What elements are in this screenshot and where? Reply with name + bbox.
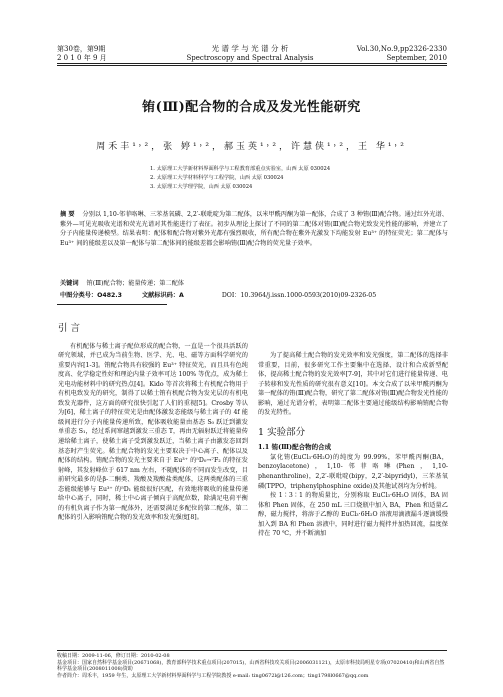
intro-paragraph: 为了提高稀土配合物的发光效率和发光强度，第二配体的选择非常重要，目前，很多研究工作主要集中在选择、设计和合成新型配体，提高稀土配合物的发光效率[7-9]，其中对它们进行能量传递、电子转移和发光性质的研究很有意义[10]。本文合成了以米甲酰丙酮为第一配体的铕(Ⅲ)配合物，研究了第二配体对铕(Ⅲ)配合物发光性能的影响，通过光谱分析，表明第二配体主要通过能级结构影响铕配合物的发光特性。	[258, 352, 448, 417]
intro-paragraph: 有机配体与稀土离子配位形成的配合物，一直是一个很具活跃的研究领域，并已成为当前生物、医学、光、电、磁等方面科学研究的重要内容[1-3]。铕配合物具有较强的 Eu³⁺ 特征荧光，而且具有色纯度高、化学稳定性好和理论内量子效率可达 100% 等优点，成为稀土光电功能材料中的研究热点[4]。Kido 等首次将稀土有机配合物用于有机电致发光的研究，制得了以稀土铕有机配合物为发光层的有机电致发光器件，这方面的研究很快引起了人们的重视[5]。Crosby 等认为[6]，稀土离子的特征荧光是由配体激发态能级与稀土离子的 4f 能级间进行分子内能量传递所致，配体吸收能量由基态 S₀ 跃迁到激发单重态 S₁，经过系间窜越到激发三重态 T，再由无辐射跃迁将能量传递给稀土离子，使稀土离子受到激发跃迁，当稀土离子由激发态回到基态时产生荧光。稀土配合物的发光主要取决于中心离子、配体以及配体的结构。铕配合物的发光主要来自于 Eu³⁺ 的⁵D₀→⁷F₂ 的特征发射峰，其发射峰位于 617 nm 左右，不随配体的不同而发生改变，目前研究最多的是β-二酮类、羧酸及羧酸盐类配体，这两类配体的三重态能级能够与 Eu³⁺ 的⁵D₁ 能级很好匹配，有效地将吸收的能量传递给中心离子，同时，稀土中心离子倾向于高配位数，除满足电荷平衡的有机负离子作为第一配体外，还需要满足多配位的第二配体，第二配体的引入影响铕配合物的发光效率和发光强度[8]。	[58, 342, 248, 522]
synthesis-paragraph: 按 1∶3∶1 的物质量比，分别称取 EuCl₃·6H₂O 固体，BA 固体和 Phen 固体，在 250 mL 三口烧瓶中加入 BA，Phen 和适量乙醇，磁力搅拌，将溶于乙醇的 EuCl₃·6H₂O 溶液用滴液漏斗逐滴缓慢加入到 BA 和 Phen 溶液中，同时进行磁力搅拌并加热回流，温度保持在 70 ℃，并不断滴加	[258, 492, 448, 538]
materials-paragraph: 氯化铕(EuCl₃·6H₂O)的纯度为 99.99%，苯甲酰丙酮(BA，benzoylacetone)，1,10-邻菲咯啉(Phen，1,10-phenanthroline)，2,2′-联吡啶(bipy，2,2′-bipyridyl)，三苯基氧磷(TPPO，triphenylphosphine oxide)及其他试剂均为分析纯。	[258, 453, 448, 490]
paper-title: 铕(Ⅲ)配合物的合成及发光性能研究	[142, 100, 361, 115]
experimental-heading: 1 实验部分	[258, 426, 306, 438]
introduction	[58, 324, 248, 523]
abstract-rule	[57, 304, 167, 305]
journal-pages: Vol.30,No.9,pp2326-2330 September, 2010	[356, 45, 447, 62]
abstract	[60, 210, 448, 248]
keywords-label: 关键词	[60, 280, 79, 287]
clc-number: 中图分类号：O482.3	[60, 292, 122, 299]
author-bio: 作者简介：周禾丰，1959 年生，太原理工大学新材料界面科学与工程学院教授 e-mail: ting0672l@126.com；ting1798l0667@qq.com	[57, 672, 369, 679]
footnotes	[57, 653, 447, 679]
received-date: 收稿日期：2009-11-06，修订日期：2010-02-08	[57, 653, 170, 659]
synthesis-heading: 1.1 铕(Ⅲ)配合物的合成	[258, 443, 332, 452]
affiliation: 2. 太原理工大学材料科学与工程学院，山西 太原 030024	[150, 175, 284, 181]
abstract-text: 分别以 1,10-邻菲咯啉、三苯基氧磷、2,2′-联吡啶为第二配体，以米甲酰丙酮为第一配体，合成了 3 种铕(Ⅲ)配合物。通过红外光谱、紫外—可见光吸收光谱和荧光光谱对其性能进行了表征。初步从理论上探讨了不同的第二配体对铕(Ⅲ)配合物光致发光性能的影响，并建立了分子内能量传递模型。结果表明：配体和配合物对紫外光都有强烈吸收，所有配合物在紫外光激发下均能发射 Eu³⁺ 的特征荧光；第二配体与 Eu³⁺ 间的能级差以及第一配体与第二配体间的能级差都会影响铕(Ⅲ)配合物的荧光量子效率。	[60, 211, 448, 247]
header-rule-thin	[57, 65, 447, 66]
footnote-rule	[57, 650, 447, 651]
keywords-text: 铕(Ⅲ)配合物；能量传递；第二配体	[86, 280, 184, 287]
intro-heading: 引 言	[58, 323, 81, 334]
affiliation: 3. 太原理工大学理学院，山西 太原 030024	[150, 184, 253, 190]
document-code: 文献标识码：A	[141, 292, 184, 299]
abstract-label: 摘 要	[60, 211, 75, 218]
journal-volume: 第30卷，第9期 2 0 1 0 年 9 月	[57, 45, 107, 62]
affiliation: 1. 太原理工大学新材料界面科学与工程教育部重点实验室，山西 太原 030024	[150, 166, 331, 172]
header-rule	[57, 63, 447, 64]
classification-line	[60, 292, 376, 300]
keywords	[60, 280, 184, 288]
funding: 基金项目：国家自然科学基金项目(20671068)，教育部科学技术重点项目(207015)，山西省科技攻关项目(2006031121)，太原市科技局明星专项(07020410)和山西省自然科学基金项目(2008011008)资助	[57, 659, 445, 672]
author-list: 周禾丰¹˒²，张 婷¹˒²，郝玉英¹˒²，许慧侠¹˒²，王 华¹˒²	[96, 142, 407, 152]
doi: DOI：10.3964/j.issn.1000-0593(2010)09-2326-05	[221, 292, 377, 299]
journal-name: 光 谱 学 与 光 谱 分 析 Spectroscopy and Spectral Analysis	[186, 44, 314, 62]
right-column	[258, 313, 448, 539]
